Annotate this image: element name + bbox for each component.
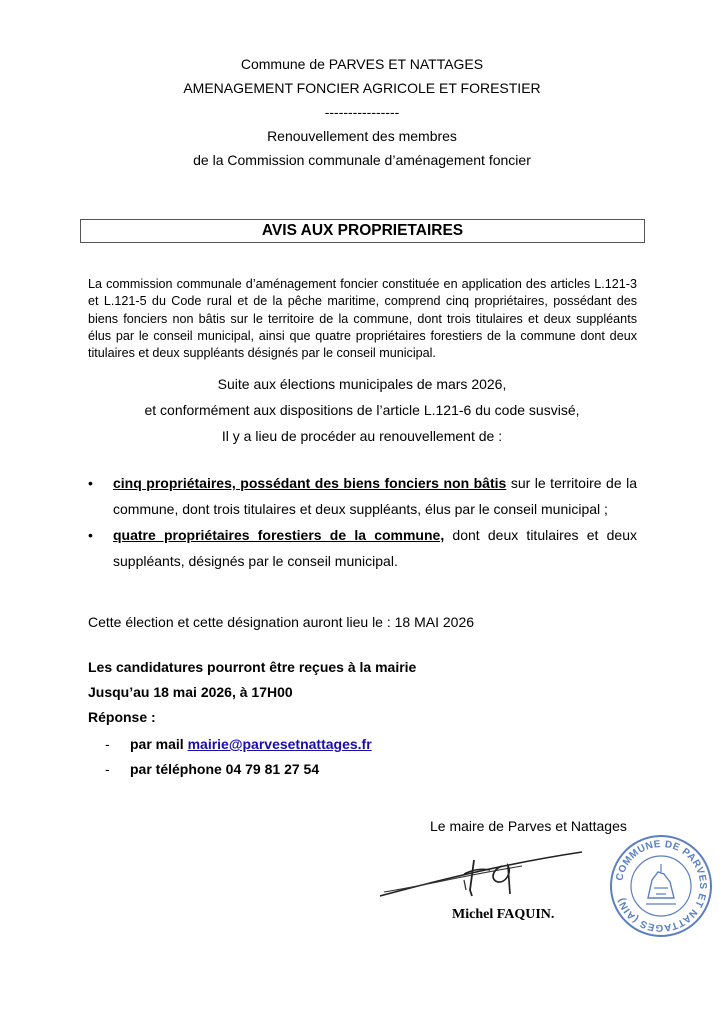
signatory-name: Michel FAQUIN.	[452, 907, 555, 922]
mayor-line: Le maire de Parves et Nattages	[430, 818, 627, 834]
stamp-text: COMMUNE DE PARVES ET NATTAGES (AIN)	[614, 838, 709, 934]
phone-text: par téléphone 04 79 81 27 54	[130, 761, 320, 777]
deadline-line: Jusqu’au 18 mai 2026, à 17H00	[88, 684, 293, 700]
bullet-icon: •	[88, 475, 93, 491]
mail-link[interactable]: mairie@parvesetnattages.fr	[187, 736, 372, 752]
bullet-forest-bold: quatre propriétaires forestiers de la commune,	[113, 527, 445, 543]
mail-label: par mail	[130, 736, 188, 752]
contact-phone	[105, 757, 372, 782]
bullet-item-forest-owners	[88, 522, 637, 574]
bullet-forest-text: dont deux titulaires et deux suppléants, désignés par le conseil municipal.	[113, 527, 637, 569]
contact-mail	[105, 732, 372, 757]
header-subject: Renouvellement des membres	[267, 128, 457, 144]
bullet-icon: •	[88, 527, 93, 543]
centered-line-article: et conformément aux dispositions de l’article L.121-6 du code susvisé,	[144, 402, 580, 418]
candidatures-block	[88, 655, 416, 730]
header-project: AMENAGEMENT FONCIER AGRICOLE ET FORESTIER	[183, 80, 541, 96]
response-label: Réponse :	[88, 709, 156, 725]
election-date: Cette élection et cette désignation auront lieu le : 18 MAI 2026	[88, 614, 475, 630]
bullet-owners-bold: cinq propriétaires, possédant des biens fonciers non bâtis	[113, 475, 507, 491]
notice-title: AVIS AUX PROPRIETAIRES	[80, 219, 645, 243]
bullet-item-owners	[88, 470, 637, 522]
bullet-list	[88, 470, 637, 574]
centered-line-elections: Suite aux élections municipales de mars 2026,	[217, 376, 507, 392]
svg-text:COMMUNE DE PARVES ET NATTAGES	[614, 839, 708, 933]
bullet-owners-text: sur le territoire de la commune, dont trois titulaires et deux suppléants, élus par le conseil municipal ;	[113, 475, 638, 517]
contact-list	[105, 732, 372, 782]
document-header	[0, 52, 724, 172]
dash-icon: -	[105, 761, 110, 777]
handwritten-signature	[372, 846, 587, 908]
municipal-stamp	[608, 832, 714, 940]
header-commune: Commune de PARVES ET NATTAGES	[240, 56, 484, 72]
intro-paragraph: La commission communale d’aménagement foncier constituée en application des articles L.121-3 et L.121-5 du Code rural et de la pêche maritime, comprend cinq propriétaires, possédant des biens fonciers non bâtis sur le territoire de la commune, dont trois titulaires et deux suppléants élus par le conseil municipal, ainsi que quatre propriétaires forestiers de la commune dont deux titulaires et deux suppléants désignés par le conseil municipal.	[88, 277, 637, 361]
centered-block	[0, 371, 724, 449]
header-separator: ----------------	[324, 104, 400, 120]
centered-line-renewal: Il y a lieu de procéder au renouvellement de :	[221, 428, 503, 444]
dash-icon: -	[105, 736, 110, 752]
header-commission: de la Commission communale d’aménagement foncier	[193, 152, 531, 168]
candidatures-line: Les candidatures pourront être reçues à la mairie	[88, 659, 417, 675]
